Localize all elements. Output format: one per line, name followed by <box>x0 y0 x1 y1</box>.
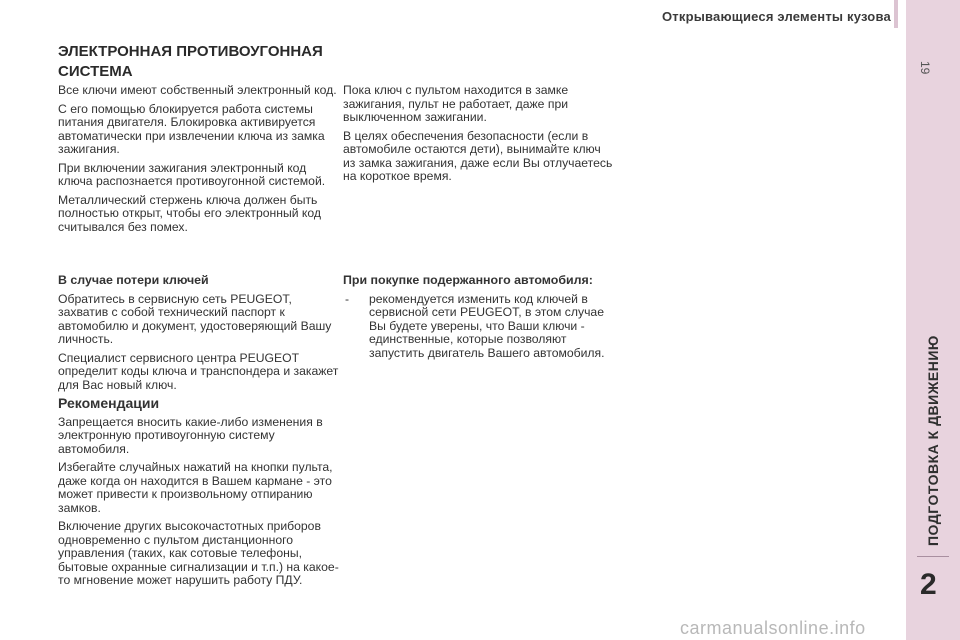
used-car-heading: При покупке подержанного автомобиля: <box>343 273 593 287</box>
tab-divider <box>917 556 949 557</box>
paragraph: Запрещается вносить какие-либо изменения в электронную противоугонную систему автомобиля. <box>58 414 323 456</box>
lost-keys-section <box>58 274 342 593</box>
paragraph: Включение других высокочастотных приборов одновременно с пультом дистанционного управления (таких, как сотовые телефоны, бытовые охранные сигнализации и т.п.) на какое-то мгновение может нарушить работу ПДУ. <box>58 519 339 587</box>
used-car-bullet <box>343 293 613 361</box>
intro-column-right <box>343 84 613 189</box>
paragraph: Пока ключ с пультом находится в замке зажигания, пульт не работает, даже при выключенном зажигании. <box>343 83 569 124</box>
used-car-section <box>343 274 613 365</box>
paragraph: Металлический стержень ключа должен быть полностью открыт, чтобы его электронный код считывался без помех. <box>58 192 322 234</box>
running-header: Открывающиеся элементы кузова <box>662 9 891 24</box>
lost-keys-heading: В случае потери ключей <box>58 273 209 287</box>
recommendations-heading: Рекомендации <box>58 395 160 411</box>
section-title: ЭЛЕКТРОННАЯ ПРОТИВОУГОННАЯ СИСТЕМА <box>58 43 323 80</box>
paragraph: При включении зажигания электронный код ключа распознается противоугонной системой. <box>58 160 326 188</box>
paragraph: В целях обеспечения безопасности (если в автомобиле остаются дети), вынимайте ключ из замка зажигания, даже если Вы отлучаетесь на короткое время. <box>343 128 613 183</box>
bullet-dash: - <box>345 291 350 306</box>
intro-column-left <box>58 84 342 239</box>
paragraph: Избегайте случайных нажатий на кнопки пульта, даже когда он находится в Вашем кармане - это может привести к произвольному отпиранию замков. <box>58 460 333 515</box>
chapter-label: ПОДГОТОВКА К ДВИЖЕНИЮ <box>925 335 941 546</box>
paragraph: Обратитесь в сервисную сеть PEUGEOT, захватив с собой технический паспорт к автомобилю и документ, удостоверяющий Вашу личность. <box>58 291 332 346</box>
paragraph: С его помощью блокируется работа системы питания двигателя. Блокировка активируется автоматически при извлечении ключа из замка зажигания. <box>58 101 325 156</box>
paragraph: Все ключи имеют собственный электронный код. <box>58 83 337 97</box>
header-rule <box>894 0 898 28</box>
watermark: carmanualsonline.info <box>680 618 866 638</box>
chapter-number: 2 <box>920 568 937 601</box>
page-number: 19 <box>918 61 932 75</box>
paragraph: Специалист сервисного центра PEUGEOT определит коды ключа и транспондера и закажет для Вас новый ключ. <box>58 350 339 392</box>
bullet-text: рекомендуется изменить код ключей в сервисной сети PEUGEOT, в этом случае Вы будете уверены, что Ваши ключи - единственные, которые позволяют запустить двигатель Вашего автомобиля. <box>369 291 605 360</box>
